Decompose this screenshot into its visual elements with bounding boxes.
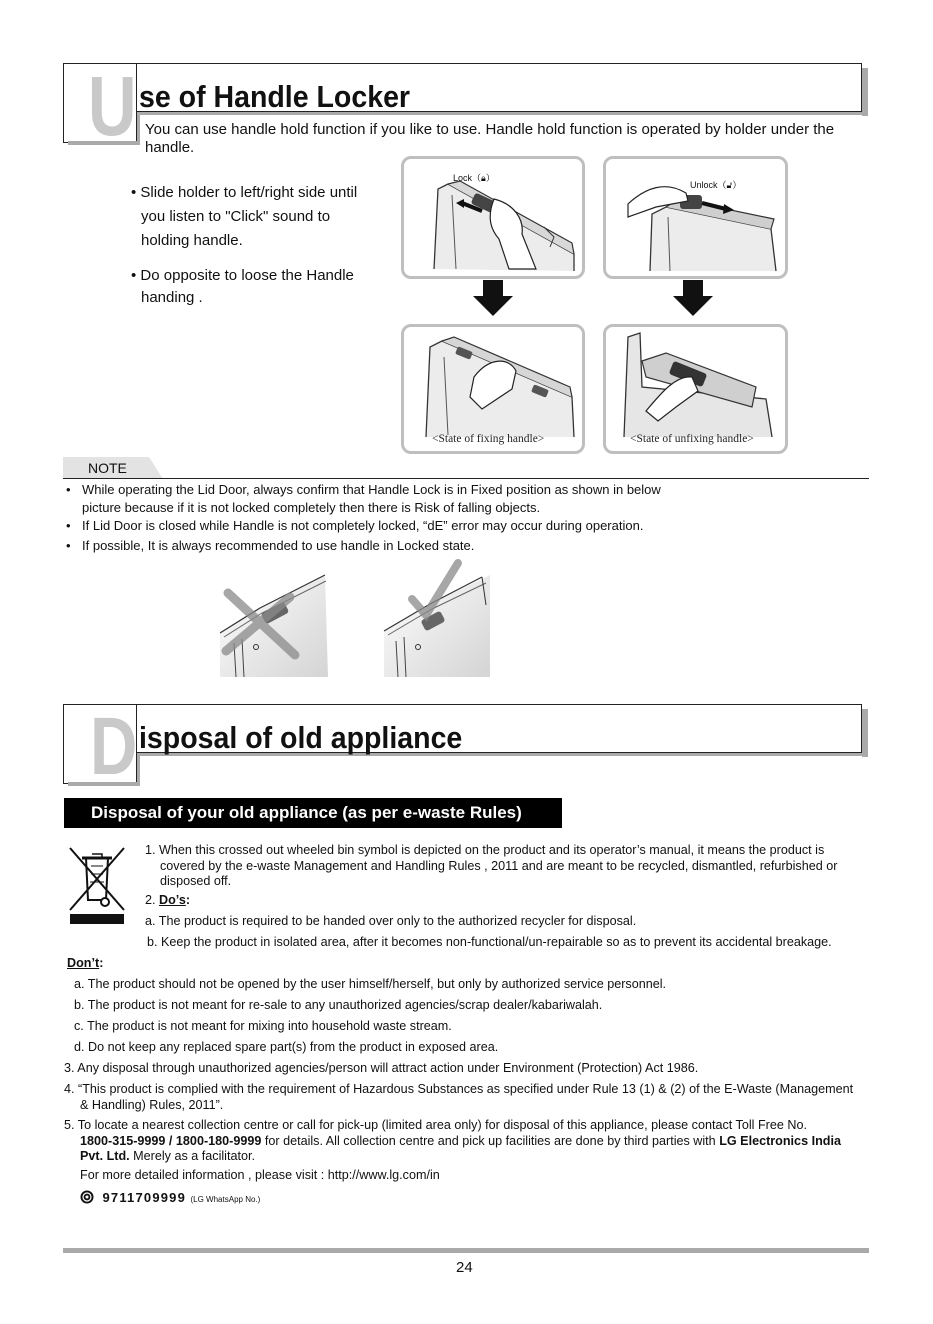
bullet-slide-holder: • Slide holder to left/right side until you listen to "Click" sound to holding handle. bbox=[131, 184, 358, 249]
disposal-item-5: 5. To locate a nearest collection centre or call for pick-up (limited area only) for disposal of this appliance, please contact Toll Free No. 1800-315-9999 / 1800-180-9999 for details. All collection centre and pick up facilities are done by third parties with LG Electronics India Pvt. Ltd. Merely as a facilitator. bbox=[64, 1118, 841, 1163]
disposal-item-1: 1. When this crossed out wheeled bin symbol is depicted on the product and its operator’s manual, it means the product is covered by the e-waste Management and Handling Rules , 2011 and are meant to be recycled, dismantled, refurbished or disposed off. bbox=[145, 843, 838, 888]
whatsapp-contact bbox=[80, 1189, 260, 1207]
dont-item: a. The product should not be opened by the user himself/herself, but only by authorized service personnel. bbox=[74, 977, 667, 991]
company-name: LG Electronics India bbox=[719, 1133, 841, 1148]
toll-free-numbers: 1800-315-9999 / 1800-180-9999 bbox=[80, 1133, 262, 1148]
note-rule bbox=[63, 478, 869, 479]
whatsapp-number: 9711709999 bbox=[102, 1190, 187, 1205]
caption-unfixing: <State of unfixing handle> bbox=[630, 433, 754, 445]
section-title: isposal of old appliance bbox=[139, 720, 463, 755]
handle-intro-text: You can use handle hold function if you like to use. Handle hold function is operated by holder under the handle. bbox=[145, 121, 835, 156]
unfixing-state-illustration bbox=[603, 324, 788, 454]
bullet-opposite: • Do opposite to loose the Handle handing . bbox=[131, 267, 354, 306]
note-label: NOTE bbox=[88, 460, 127, 476]
disposal-item-3: 3. Any disposal through unauthorized agencies/person will attract action under Environment (Protection) Act 1986. bbox=[64, 1061, 699, 1075]
more-info-link[interactable]: For more detailed information , please visit : http://www.lg.com/in bbox=[80, 1168, 440, 1182]
lock-illustration: Lock（🔒︎） bbox=[401, 156, 585, 279]
correct-lock-illustration bbox=[382, 559, 492, 677]
caption-fixing: <State of fixing handle> bbox=[432, 433, 545, 445]
unlock-icon: 🔓︎ bbox=[726, 180, 733, 190]
incorrect-lock-illustration bbox=[220, 573, 332, 677]
section-initial-letter: U bbox=[88, 59, 137, 153]
note-item: • While operating the Lid Door, always confirm that Handle Lock is in Fixed position as shown in below picture because if it is not locked completely then there is Risk of falling objects. • If Lid Door is closed while Handle is not completely locked, “dE” error may occur during operation. • If possible, It is always recommended to use handle in Locked state. bbox=[66, 482, 661, 553]
dos-heading: 2. Do’s: bbox=[145, 893, 191, 907]
disposal-bar-title: Disposal of your old appliance (as per e-waste Rules) bbox=[64, 798, 562, 828]
unlock-handle-drawing bbox=[606, 159, 785, 276]
section-initial-letter: D bbox=[90, 701, 138, 792]
dont-item: b. The product is not meant for re-sale to any unauthorized agencies/scrap dealer/kabariwalah. bbox=[74, 998, 603, 1012]
dont-heading: Don’t: bbox=[67, 956, 104, 970]
whatsapp-icon bbox=[80, 1190, 94, 1204]
dont-item: d. Do not keep any replaced spare part(s) from the product in exposed area. bbox=[74, 1040, 499, 1054]
whatsapp-label: (LG WhatsApp No.) bbox=[190, 1195, 261, 1204]
section-title: se of Handle Locker bbox=[139, 79, 411, 114]
page-number: 24 bbox=[456, 1259, 473, 1276]
down-arrow-icon bbox=[673, 280, 713, 316]
unlock-label: Unlock（ bbox=[690, 180, 727, 190]
disposal-item-4: 4. “This product is complied with the requirement of Hazardous Substances as specified under Rule 13 (1) & (2) of the E-Waste (Management & Handling) Rules, 2011”. bbox=[64, 1082, 854, 1112]
footer-rule bbox=[63, 1248, 869, 1253]
down-arrow-icon bbox=[473, 280, 513, 316]
crossed-bin-icon bbox=[66, 844, 128, 930]
lock-icon: 🔒︎ bbox=[481, 173, 486, 183]
dont-item: c. The product is not meant for mixing into household waste stream. bbox=[74, 1019, 452, 1033]
fixing-state-illustration bbox=[401, 324, 585, 454]
lock-label: Lock（ bbox=[453, 173, 482, 183]
unlock-illustration: Unlock（🔓︎） bbox=[603, 156, 788, 279]
dos-item-a: a. The product is required to be handed over only to the authorized recycler for disposal. bbox=[145, 914, 637, 928]
dos-item-b: b. Keep the product in isolated area, after it becomes non-functional/un-repairable so as to prevent its accidental breakage. bbox=[147, 935, 832, 949]
